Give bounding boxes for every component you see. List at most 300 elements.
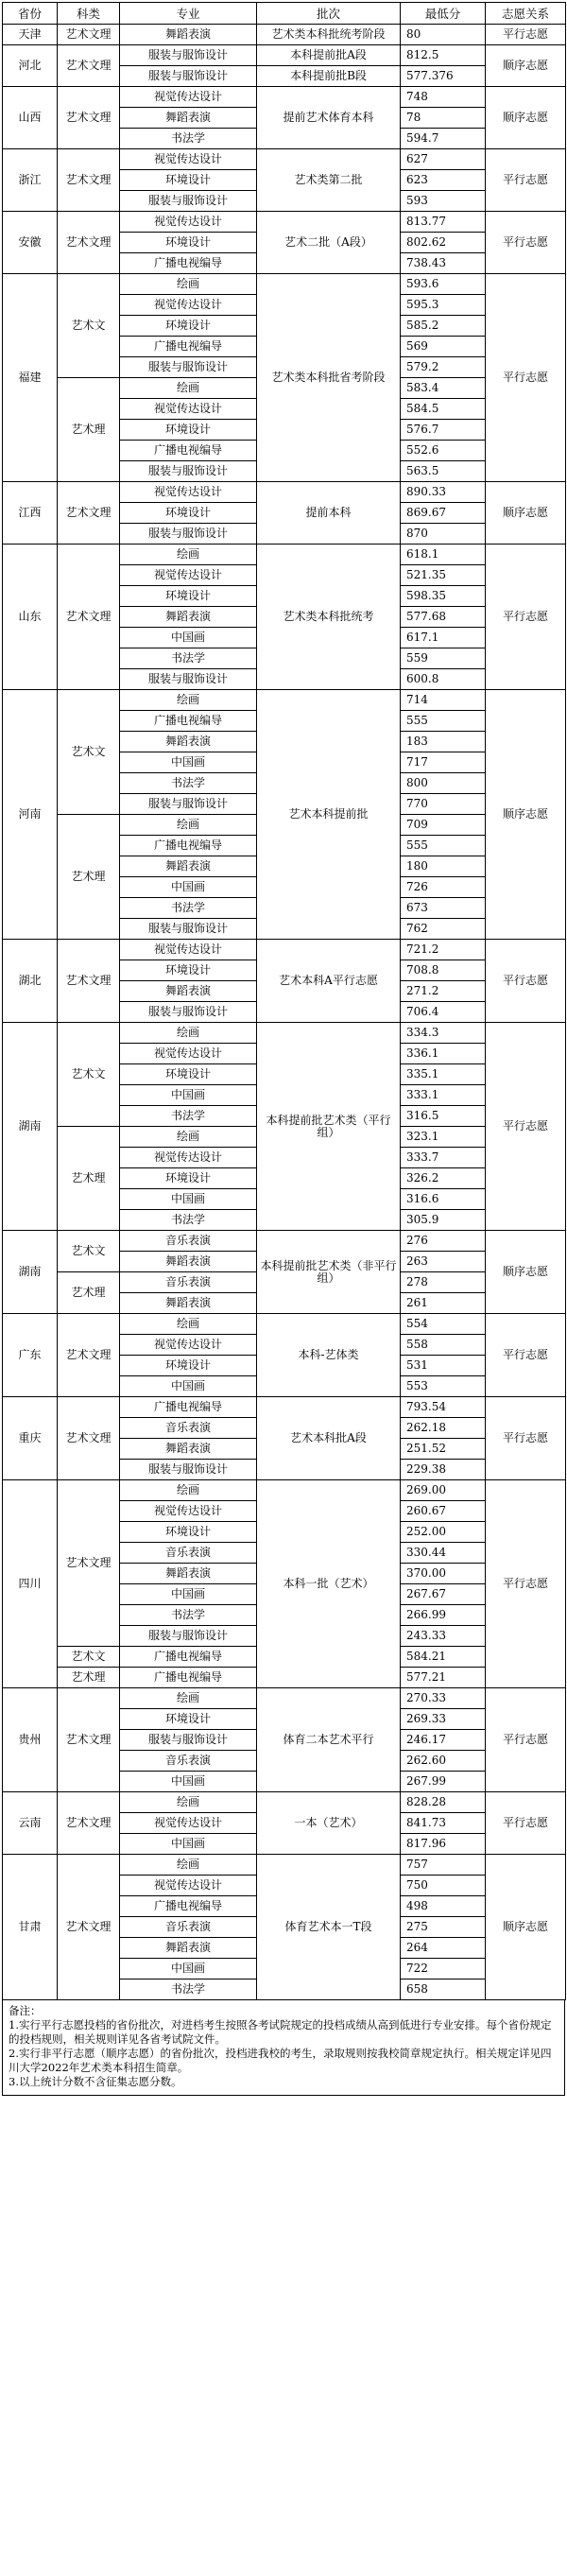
table-cell: 艺术文理 <box>58 45 120 87</box>
table-cell: 中国画 <box>120 1834 257 1855</box>
table-cell: 视觉传达设计 <box>120 212 257 233</box>
table-cell: 视觉传达设计 <box>120 1335 257 1356</box>
table-cell: 艺术文 <box>58 690 120 815</box>
table-cell: 甘肃 <box>3 1855 58 2000</box>
table-cell: 艺术类第二批 <box>257 149 401 212</box>
table-row <box>3 1792 566 1813</box>
note-item: 2.实行非平行志愿（顺序志愿）的省份批次，投档进我校的考生，录取规则按我校简章规定执行。相关规定详见四川大学2022年艺术类本科招生简章。 <box>9 2047 552 2074</box>
score-cell: 627 <box>401 149 486 170</box>
table-cell: 环境设计 <box>120 1356 257 1376</box>
table-cell: 山西 <box>3 87 58 149</box>
table-cell: 广播电视编导 <box>120 1647 257 1668</box>
table-cell: 山东 <box>3 545 58 690</box>
score-cell: 714 <box>401 690 486 711</box>
table-cell: 音乐表演 <box>120 1751 257 1772</box>
table-header <box>3 3 566 25</box>
table-cell: 中国画 <box>120 1085 257 1106</box>
score-cell: 246.17 <box>401 1730 486 1751</box>
table-cell: 贵州 <box>3 1688 58 1792</box>
table-cell: 舞蹈表演 <box>120 607 257 628</box>
table-cell: 本科-艺体类 <box>257 1314 401 1397</box>
header-province: 省份 <box>3 3 58 25</box>
table-cell: 环境设计 <box>120 1709 257 1730</box>
table-cell: 书法学 <box>120 898 257 919</box>
table-cell: 绘画 <box>120 545 257 565</box>
table-cell: 平行志愿 <box>486 940 566 1023</box>
table-cell: 顺序志愿 <box>486 690 566 940</box>
table-cell: 平行志愿 <box>486 1023 566 1231</box>
score-cell: 577.21 <box>401 1668 486 1688</box>
table-cell: 绘画 <box>120 1127 257 1148</box>
table-cell: 视觉传达设计 <box>120 1501 257 1522</box>
score-cell: 251.52 <box>401 1439 486 1460</box>
table-cell: 艺术文理 <box>58 545 120 690</box>
table-row <box>3 1314 566 1335</box>
table-cell: 艺术理 <box>58 1272 120 1314</box>
table-cell: 书法学 <box>120 129 257 149</box>
table-row <box>3 212 566 233</box>
table-cell: 环境设计 <box>120 1064 257 1085</box>
score-cell: 554 <box>401 1314 486 1335</box>
table-cell: 浙江 <box>3 149 58 212</box>
table-cell: 舞蹈表演 <box>120 25 257 45</box>
table-cell: 艺术理 <box>58 1668 120 1688</box>
table-cell: 中国画 <box>120 1772 257 1792</box>
table-cell: 服装与服饰设计 <box>120 1002 257 1023</box>
table-cell: 环境设计 <box>120 170 257 191</box>
table-cell: 平行志愿 <box>486 25 566 45</box>
score-cell: 748 <box>401 87 486 108</box>
table-row <box>3 1688 566 1709</box>
table-cell: 书法学 <box>120 1210 257 1231</box>
score-cell: 869.67 <box>401 503 486 524</box>
table-cell: 安徽 <box>3 212 58 274</box>
score-cell: 563.5 <box>401 461 486 482</box>
score-cell: 623 <box>401 170 486 191</box>
table-cell: 云南 <box>3 1792 58 1855</box>
score-cell: 706.4 <box>401 1002 486 1023</box>
table-cell: 舞蹈表演 <box>120 856 257 877</box>
score-cell: 717 <box>401 752 486 773</box>
table-cell: 河北 <box>3 45 58 87</box>
table-cell: 艺术类本科批统考 <box>257 545 401 690</box>
table-row <box>3 1231 566 1252</box>
score-cell: 323.1 <box>401 1127 486 1148</box>
table-cell: 环境设计 <box>120 586 257 607</box>
score-cell: 80 <box>401 25 486 45</box>
table-cell: 四川 <box>3 1480 58 1688</box>
score-cell: 552.6 <box>401 441 486 461</box>
score-cell: 890.33 <box>401 482 486 503</box>
note-item: 1.实行平行志愿投档的省份批次，对进档考生按照各考试院规定的投档成绩从高到低进行专业安排。每个省份规定的投档规则，相关规则详见各省考试院文件。 <box>9 2018 552 2046</box>
table-cell: 环境设计 <box>120 420 257 441</box>
header-relation: 志愿关系 <box>486 3 566 25</box>
table-cell: 视觉传达设计 <box>120 1813 257 1834</box>
table-cell: 舞蹈表演 <box>120 1252 257 1272</box>
table-cell: 服装与服饰设计 <box>120 1460 257 1480</box>
score-cell: 617.1 <box>401 628 486 648</box>
table-cell: 环境设计 <box>120 1522 257 1543</box>
table-cell: 舞蹈表演 <box>120 1938 257 1959</box>
header-category: 科类 <box>58 3 120 25</box>
table-cell: 艺术理 <box>58 378 120 482</box>
score-cell: 576.7 <box>401 420 486 441</box>
table-cell: 顺序志愿 <box>486 87 566 149</box>
score-cell: 269.00 <box>401 1480 486 1501</box>
score-cell: 270.33 <box>401 1688 486 1709</box>
table-row <box>3 149 566 170</box>
table-cell: 视觉传达设计 <box>120 149 257 170</box>
table-cell: 绘画 <box>120 274 257 295</box>
score-cell: 264 <box>401 1938 486 1959</box>
table-cell: 艺术文 <box>58 1647 120 1668</box>
score-cell: 498 <box>401 1896 486 1917</box>
score-cell: 800 <box>401 773 486 794</box>
table-cell: 体育二本艺术平行 <box>257 1688 401 1792</box>
score-cell: 870 <box>401 524 486 545</box>
table-cell: 平行志愿 <box>486 1480 566 1688</box>
table-cell: 服装与服饰设计 <box>120 669 257 690</box>
score-cell: 326.2 <box>401 1168 486 1189</box>
score-cell: 262.60 <box>401 1751 486 1772</box>
notes-heading: 备注： <box>9 2004 42 2017</box>
table-cell: 音乐表演 <box>120 1917 257 1938</box>
table-cell: 服装与服饰设计 <box>120 191 257 212</box>
score-cell: 577.68 <box>401 607 486 628</box>
table-cell: 艺术本科批A段 <box>257 1397 401 1480</box>
score-cell: 276 <box>401 1231 486 1252</box>
score-cell: 584.21 <box>401 1647 486 1668</box>
table-cell: 服装与服饰设计 <box>120 66 257 87</box>
table-cell: 中国画 <box>120 1584 257 1605</box>
table-cell: 视觉传达设计 <box>120 482 257 503</box>
table-cell: 广播电视编导 <box>120 1397 257 1418</box>
table-cell: 书法学 <box>120 1605 257 1626</box>
table-cell: 绘画 <box>120 815 257 836</box>
table-cell: 顺序志愿 <box>486 1231 566 1314</box>
table-cell: 艺术本科A平行志愿 <box>257 940 401 1023</box>
table-cell: 舞蹈表演 <box>120 1293 257 1314</box>
score-cell: 316.5 <box>401 1106 486 1127</box>
header-major: 专业 <box>120 3 257 25</box>
score-cell: 336.1 <box>401 1044 486 1064</box>
score-cell: 594.7 <box>401 129 486 149</box>
table-cell: 艺术文 <box>58 1023 120 1127</box>
table-cell: 广东 <box>3 1314 58 1397</box>
score-table <box>2 2 566 2000</box>
score-cell: 722 <box>401 1959 486 1980</box>
table-cell: 视觉传达设计 <box>120 1876 257 1896</box>
score-cell: 584.5 <box>401 399 486 420</box>
table-cell: 江西 <box>3 482 58 545</box>
table-cell: 艺术类本科批省考阶段 <box>257 274 401 482</box>
table-cell: 广播电视编导 <box>120 441 257 461</box>
table-row <box>3 545 566 565</box>
score-cell: 271.2 <box>401 981 486 1002</box>
table-cell: 重庆 <box>3 1397 58 1480</box>
table-cell: 艺术文理 <box>58 1855 120 2000</box>
table-cell: 平行志愿 <box>486 274 566 482</box>
table-cell: 艺术文理 <box>58 149 120 212</box>
table-cell: 平行志愿 <box>486 1397 566 1480</box>
score-cell: 262.18 <box>401 1418 486 1439</box>
table-cell: 舞蹈表演 <box>120 981 257 1002</box>
table-cell: 视觉传达设计 <box>120 399 257 420</box>
table-cell: 中国画 <box>120 1189 257 1210</box>
table-cell: 湖南 <box>3 1231 58 1314</box>
score-cell: 334.3 <box>401 1023 486 1044</box>
score-cell: 757 <box>401 1855 486 1876</box>
score-cell: 595.3 <box>401 295 486 316</box>
table-cell: 舞蹈表演 <box>120 732 257 752</box>
score-cell: 762 <box>401 919 486 940</box>
table-row <box>3 1480 566 1501</box>
score-cell: 229.38 <box>401 1460 486 1480</box>
table-row <box>3 1397 566 1418</box>
score-cell: 598.35 <box>401 586 486 607</box>
table-cell: 视觉传达设计 <box>120 295 257 316</box>
table-cell: 中国画 <box>120 628 257 648</box>
table-cell: 广播电视编导 <box>120 1668 257 1688</box>
table-cell: 音乐表演 <box>120 1543 257 1564</box>
score-cell: 585.2 <box>401 316 486 337</box>
table-cell: 书法学 <box>120 1106 257 1127</box>
score-cell: 558 <box>401 1335 486 1356</box>
table-cell: 平行志愿 <box>486 1792 566 1855</box>
table-cell: 服装与服饰设计 <box>120 794 257 815</box>
score-cell: 531 <box>401 1356 486 1376</box>
score-cell: 559 <box>401 648 486 669</box>
table-cell: 艺术文理 <box>58 25 120 45</box>
score-cell: 817.96 <box>401 1834 486 1855</box>
note-item: 3.以上统计分数不含征集志愿分数。 <box>9 2075 182 2088</box>
table-cell: 绘画 <box>120 1480 257 1501</box>
table-cell: 湖北 <box>3 940 58 1023</box>
table-cell: 音乐表演 <box>120 1231 257 1252</box>
score-cell: 579.2 <box>401 357 486 378</box>
table-cell: 福建 <box>3 274 58 482</box>
table-row <box>3 940 566 960</box>
score-cell: 260.67 <box>401 1501 486 1522</box>
table-cell: 提前艺术体育本科 <box>257 87 401 149</box>
table-cell: 书法学 <box>120 773 257 794</box>
score-cell: 180 <box>401 856 486 877</box>
table-cell: 提前本科 <box>257 482 401 545</box>
score-cell: 813.77 <box>401 212 486 233</box>
table-cell: 环境设计 <box>120 316 257 337</box>
table-cell: 本科提前批艺术类（非平行组） <box>257 1231 401 1314</box>
score-cell: 841.73 <box>401 1813 486 1834</box>
table-cell: 湖南 <box>3 1023 58 1231</box>
table-cell: 广播电视编导 <box>120 337 257 357</box>
table-cell: 艺术理 <box>58 815 120 940</box>
table-cell: 广播电视编导 <box>120 1896 257 1917</box>
table-cell: 一本（艺术） <box>257 1792 401 1855</box>
score-cell: 78 <box>401 108 486 129</box>
table-row <box>3 482 566 503</box>
score-cell: 305.9 <box>401 1210 486 1231</box>
score-cell: 266.99 <box>401 1605 486 1626</box>
table-cell: 书法学 <box>120 1980 257 2000</box>
table-cell: 视觉传达设计 <box>120 565 257 586</box>
table-cell: 绘画 <box>120 1792 257 1813</box>
score-cell: 618.1 <box>401 545 486 565</box>
header-min-score: 最低分 <box>401 3 486 25</box>
admission-score-sheet <box>2 2 565 2096</box>
table-cell: 平行志愿 <box>486 149 566 212</box>
score-cell: 583.4 <box>401 378 486 399</box>
score-cell: 726 <box>401 877 486 898</box>
table-row <box>3 274 566 295</box>
table-cell: 中国画 <box>120 1959 257 1980</box>
table-cell: 服装与服饰设计 <box>120 524 257 545</box>
table-cell: 河南 <box>3 690 58 940</box>
table-cell: 绘画 <box>120 1855 257 1876</box>
table-cell: 本科一批（艺术） <box>257 1480 401 1688</box>
table-cell: 舞蹈表演 <box>120 1564 257 1584</box>
table-cell: 艺术文理 <box>58 87 120 149</box>
score-cell: 333.7 <box>401 1148 486 1168</box>
table-cell: 视觉传达设计 <box>120 87 257 108</box>
score-cell: 261 <box>401 1293 486 1314</box>
table-row <box>3 690 566 711</box>
score-cell: 553 <box>401 1376 486 1397</box>
table-cell: 艺术文理 <box>58 1397 120 1480</box>
table-cell: 绘画 <box>120 378 257 399</box>
table-cell: 服装与服饰设计 <box>120 461 257 482</box>
table-cell: 绘画 <box>120 1314 257 1335</box>
table-row <box>3 1023 566 1044</box>
table-cell: 舞蹈表演 <box>120 1439 257 1460</box>
score-cell: 555 <box>401 711 486 732</box>
table-cell: 平行志愿 <box>486 212 566 274</box>
table-cell: 本科提前批艺术类（平行组） <box>257 1023 401 1231</box>
score-cell: 263 <box>401 1252 486 1272</box>
table-cell: 艺术文理 <box>58 1480 120 1647</box>
table-cell: 艺术类本科批统考阶段 <box>257 25 401 45</box>
score-cell: 709 <box>401 815 486 836</box>
table-row <box>3 45 566 66</box>
table-cell: 绘画 <box>120 1688 257 1709</box>
score-cell: 330.44 <box>401 1543 486 1564</box>
table-cell: 环境设计 <box>120 960 257 981</box>
table-row <box>3 25 566 45</box>
score-cell: 577.376 <box>401 66 486 87</box>
score-cell: 278 <box>401 1272 486 1293</box>
table-cell: 顺序志愿 <box>486 1855 566 2000</box>
table-cell: 艺术理 <box>58 1127 120 1231</box>
score-cell: 267.67 <box>401 1584 486 1605</box>
score-cell: 828.28 <box>401 1792 486 1813</box>
score-cell: 243.33 <box>401 1626 486 1647</box>
table-cell: 艺术文理 <box>58 482 120 545</box>
score-cell: 738.43 <box>401 253 486 274</box>
header-batch: 批次 <box>257 3 401 25</box>
table-cell: 中国画 <box>120 752 257 773</box>
table-cell: 音乐表演 <box>120 1272 257 1293</box>
table-cell: 艺术文理 <box>58 1314 120 1397</box>
table-cell: 音乐表演 <box>120 1418 257 1439</box>
score-cell: 600.8 <box>401 669 486 690</box>
table-cell: 艺术文理 <box>58 1792 120 1855</box>
score-cell: 721.2 <box>401 940 486 960</box>
score-cell: 569 <box>401 337 486 357</box>
table-cell: 顺序志愿 <box>486 45 566 87</box>
table-cell: 服装与服饰设计 <box>120 919 257 940</box>
table-cell: 绘画 <box>120 690 257 711</box>
score-cell: 593.6 <box>401 274 486 295</box>
table-cell: 艺术二批（A段） <box>257 212 401 274</box>
score-cell: 793.54 <box>401 1397 486 1418</box>
score-cell: 593 <box>401 191 486 212</box>
table-row <box>3 87 566 108</box>
notes-section <box>2 2000 565 2096</box>
table-cell: 服装与服饰设计 <box>120 1730 257 1751</box>
score-cell: 658 <box>401 1980 486 2000</box>
score-cell: 750 <box>401 1876 486 1896</box>
table-cell: 舞蹈表演 <box>120 108 257 129</box>
table-cell: 书法学 <box>120 648 257 669</box>
score-cell: 252.00 <box>401 1522 486 1543</box>
table-cell: 环境设计 <box>120 503 257 524</box>
table-cell: 顺序志愿 <box>486 482 566 545</box>
table-cell: 艺术文理 <box>58 1688 120 1792</box>
table-cell: 服装与服饰设计 <box>120 357 257 378</box>
table-cell: 环境设计 <box>120 1168 257 1189</box>
score-cell: 370.00 <box>401 1564 486 1584</box>
table-cell: 视觉传达设计 <box>120 1148 257 1168</box>
table-row <box>3 1855 566 1876</box>
table-cell: 视觉传达设计 <box>120 940 257 960</box>
table-cell: 广播电视编导 <box>120 711 257 732</box>
score-cell: 335.1 <box>401 1064 486 1085</box>
score-cell: 183 <box>401 732 486 752</box>
table-cell: 广播电视编导 <box>120 836 257 856</box>
score-cell: 267.99 <box>401 1772 486 1792</box>
score-cell: 275 <box>401 1917 486 1938</box>
table-cell: 服装与服饰设计 <box>120 1626 257 1647</box>
table-cell: 本科提前批B段 <box>257 66 401 87</box>
table-cell: 服装与服饰设计 <box>120 45 257 66</box>
score-cell: 673 <box>401 898 486 919</box>
score-cell: 555 <box>401 836 486 856</box>
table-cell: 平行志愿 <box>486 1688 566 1792</box>
table-cell: 绘画 <box>120 1023 257 1044</box>
score-cell: 521.35 <box>401 565 486 586</box>
table-cell: 艺术文 <box>58 1231 120 1272</box>
score-cell: 269.33 <box>401 1709 486 1730</box>
table-cell: 广播电视编导 <box>120 253 257 274</box>
table-cell: 天津 <box>3 25 58 45</box>
table-cell: 平行志愿 <box>486 1314 566 1397</box>
table-cell: 体育艺术本一T段 <box>257 1855 401 2000</box>
table-cell: 本科提前批A段 <box>257 45 401 66</box>
score-cell: 333.1 <box>401 1085 486 1106</box>
table-cell: 平行志愿 <box>486 545 566 690</box>
score-cell: 812.5 <box>401 45 486 66</box>
table-cell: 环境设计 <box>120 233 257 253</box>
table-cell: 视觉传达设计 <box>120 1044 257 1064</box>
score-cell: 770 <box>401 794 486 815</box>
table-cell: 艺术文理 <box>58 940 120 1023</box>
table-cell: 艺术本科提前批 <box>257 690 401 940</box>
table-cell: 中国画 <box>120 877 257 898</box>
table-cell: 中国画 <box>120 1376 257 1397</box>
table-cell: 艺术文 <box>58 274 120 378</box>
score-cell: 802.62 <box>401 233 486 253</box>
table-body <box>3 25 566 2000</box>
score-cell: 316.6 <box>401 1189 486 1210</box>
